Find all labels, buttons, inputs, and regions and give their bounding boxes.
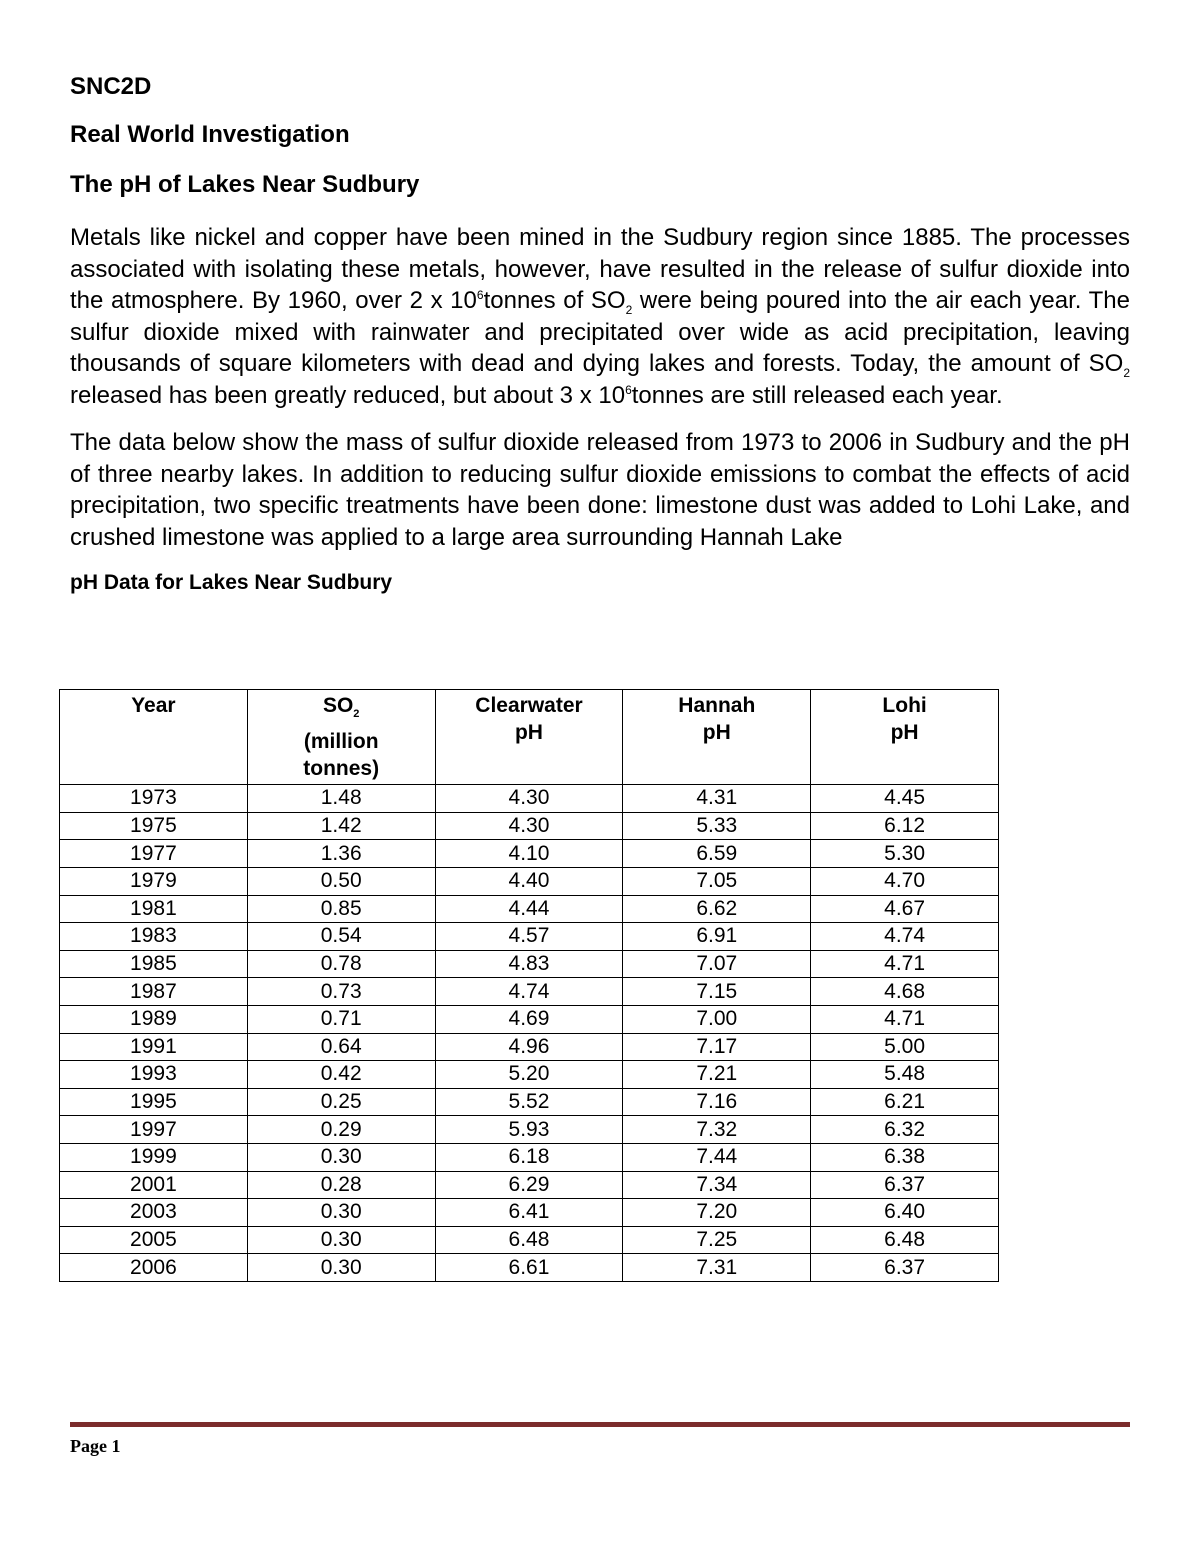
lohi-cell: 4.74	[811, 923, 999, 951]
year-cell: 2003	[60, 1199, 248, 1227]
hannah-cell: 6.62	[623, 895, 811, 923]
lohi-cell: 6.21	[811, 1088, 999, 1116]
year-cell: 1975	[60, 812, 248, 840]
lohi-cell: 4.70	[811, 867, 999, 895]
so2-cell: 0.73	[247, 978, 435, 1006]
table-row	[60, 840, 999, 868]
so2-cell: 0.30	[247, 1143, 435, 1171]
intro-text: tonnes are still released each year.	[631, 381, 1003, 409]
so2-cell: 1.48	[247, 785, 435, 813]
clearwater-cell: 5.93	[435, 1116, 623, 1144]
hannah-cell: 7.15	[623, 978, 811, 1006]
hannah-cell: 7.07	[623, 950, 811, 978]
clearwater-cell: 5.20	[435, 1061, 623, 1089]
header-hannah: Hannah pH	[623, 690, 811, 785]
so2-cell: 1.36	[247, 840, 435, 868]
so2-cell: 0.50	[247, 867, 435, 895]
so2-cell: 0.71	[247, 1005, 435, 1033]
intro-paragraph	[70, 222, 1130, 411]
lohi-cell: 5.00	[811, 1033, 999, 1061]
lohi-cell: 6.37	[811, 1254, 999, 1282]
year-cell: 2005	[60, 1226, 248, 1254]
clearwater-cell: 4.83	[435, 950, 623, 978]
hannah-cell: 7.05	[623, 867, 811, 895]
year-cell: 2001	[60, 1171, 248, 1199]
lohi-cell: 5.30	[811, 840, 999, 868]
clearwater-cell: 6.61	[435, 1254, 623, 1282]
clearwater-cell: 6.48	[435, 1226, 623, 1254]
clearwater-cell: 4.69	[435, 1005, 623, 1033]
lohi-cell: 6.38	[811, 1143, 999, 1171]
hannah-cell: 7.32	[623, 1116, 811, 1144]
hannah-cell: 7.16	[623, 1088, 811, 1116]
lohi-cell: 6.12	[811, 812, 999, 840]
hannah-cell: 6.91	[623, 923, 811, 951]
intro-text: released has been greatly reduced, but about 3 x 10	[70, 381, 626, 409]
so2-cell: 0.29	[247, 1116, 435, 1144]
year-cell: 1995	[60, 1088, 248, 1116]
table-row	[60, 867, 999, 895]
table-row	[60, 923, 999, 951]
table-row	[60, 812, 999, 840]
document-subtitle: Real World Investigation	[70, 121, 350, 148]
intro-text: were being poured into the air each year. The sulfur dioxide mixed with rainwater and precipitated over wide as acid precipitation, leaving thousands of square kilometers with dead and dying lakes and forests. Today, the amount of SO	[70, 287, 1130, 377]
so2-cell: 0.42	[247, 1061, 435, 1089]
so2-cell: 0.30	[247, 1254, 435, 1282]
hannah-cell: 7.00	[623, 1005, 811, 1033]
year-cell: 1991	[60, 1033, 248, 1061]
table-row	[60, 1199, 999, 1227]
subscript: 2	[1123, 365, 1130, 380]
lohi-cell: 4.71	[811, 950, 999, 978]
so2-cell: 0.78	[247, 950, 435, 978]
hannah-cell: 7.31	[623, 1254, 811, 1282]
so2-cell: 0.30	[247, 1199, 435, 1227]
intro-text: Metals like nickel and copper have been mined in the Sudbury region since 1885. The processes associated with isolating these metals, however, have resulted in the release of sulfur dioxide into the atmosphere. By 1960, over 2 x 10	[70, 224, 1130, 314]
exponent: 6	[476, 288, 484, 302]
page-number: Page 1	[70, 1436, 121, 1456]
table-row	[60, 1143, 999, 1171]
hannah-cell: 7.17	[623, 1033, 811, 1061]
table-row	[60, 785, 999, 813]
table-row	[60, 1005, 999, 1033]
year-cell: 1997	[60, 1116, 248, 1144]
lohi-cell: 6.48	[811, 1226, 999, 1254]
table-row	[60, 895, 999, 923]
so2-cell: 0.28	[247, 1171, 435, 1199]
so2-cell: 0.85	[247, 895, 435, 923]
table-row	[60, 1226, 999, 1254]
year-cell: 1993	[60, 1061, 248, 1089]
header-lohi: Lohi pH	[811, 690, 999, 785]
year-cell: 1981	[60, 895, 248, 923]
ph-data-table	[59, 689, 999, 1282]
clearwater-cell: 4.30	[435, 812, 623, 840]
lohi-cell: 6.32	[811, 1116, 999, 1144]
table-row	[60, 978, 999, 1006]
lohi-cell: 4.71	[811, 1005, 999, 1033]
lohi-cell: 6.37	[811, 1171, 999, 1199]
year-cell: 1987	[60, 978, 248, 1006]
lohi-cell: 4.68	[811, 978, 999, 1006]
clearwater-cell: 4.74	[435, 978, 623, 1006]
document-body	[70, 72, 1130, 613]
data-description-paragraph: The data below show the mass of sulfur dioxide released from 1973 to 2006 in Sudbury and the pH of three nearby lakes. In addition to reducing sulfur dioxide emissions to combat the effects of acid precipitation, two specific treatments have been done: limestone dust was added to Lohi Lake, and crushed limestone was applied to a large area surrounding Hannah Lake	[70, 429, 1130, 551]
clearwater-cell: 4.44	[435, 895, 623, 923]
so2-cell: 1.42	[247, 812, 435, 840]
hannah-cell: 7.21	[623, 1061, 811, 1089]
so2-cell: 0.64	[247, 1033, 435, 1061]
so2-cell: 0.30	[247, 1226, 435, 1254]
clearwater-cell: 6.18	[435, 1143, 623, 1171]
clearwater-cell: 4.57	[435, 923, 623, 951]
header-year: Year	[60, 690, 248, 785]
clearwater-cell: 5.52	[435, 1088, 623, 1116]
year-cell: 2006	[60, 1254, 248, 1282]
so2-cell: 0.54	[247, 923, 435, 951]
year-cell: 1985	[60, 950, 248, 978]
year-cell: 1979	[60, 867, 248, 895]
hannah-cell: 7.34	[623, 1171, 811, 1199]
clearwater-cell: 6.29	[435, 1171, 623, 1199]
year-cell: 1983	[60, 923, 248, 951]
course-code: SNC2D	[70, 73, 152, 100]
hannah-cell: 5.33	[623, 812, 811, 840]
table-header-row	[60, 690, 999, 785]
hannah-cell: 7.44	[623, 1143, 811, 1171]
table-row	[60, 1254, 999, 1282]
lohi-cell: 4.67	[811, 895, 999, 923]
table-caption: pH Data for Lakes Near Sudbury	[70, 571, 393, 594]
year-cell: 1989	[60, 1005, 248, 1033]
table-row	[60, 1116, 999, 1144]
year-cell: 1977	[60, 840, 248, 868]
table-row	[60, 1033, 999, 1061]
clearwater-cell: 4.40	[435, 867, 623, 895]
lohi-cell: 6.40	[811, 1199, 999, 1227]
year-cell: 1973	[60, 785, 248, 813]
hannah-cell: 6.59	[623, 840, 811, 868]
table-row	[60, 1061, 999, 1089]
intro-text: tonnes of SO	[483, 287, 626, 314]
hannah-cell: 7.25	[623, 1226, 811, 1254]
hannah-cell: 4.31	[623, 785, 811, 813]
header-so2: $SO_2$ (million tonnes)	[247, 690, 435, 785]
table-row	[60, 1171, 999, 1199]
clearwater-cell: 6.41	[435, 1199, 623, 1227]
hannah-cell: 7.20	[623, 1199, 811, 1227]
so2-cell: 0.25	[247, 1088, 435, 1116]
table-row	[60, 1088, 999, 1116]
clearwater-cell: 4.30	[435, 785, 623, 813]
table-row	[60, 950, 999, 978]
clearwater-cell: 4.10	[435, 840, 623, 868]
lohi-cell: 4.45	[811, 785, 999, 813]
footer-rule	[70, 1422, 1130, 1427]
subscript: 2	[625, 302, 633, 317]
lohi-cell: 5.48	[811, 1061, 999, 1089]
page-title: The pH of Lakes Near Sudbury	[70, 171, 420, 198]
clearwater-cell: 4.96	[435, 1033, 623, 1061]
year-cell: 1999	[60, 1143, 248, 1171]
header-clearwater: Clearwater pH	[435, 690, 623, 785]
exponent: 6	[625, 382, 632, 397]
